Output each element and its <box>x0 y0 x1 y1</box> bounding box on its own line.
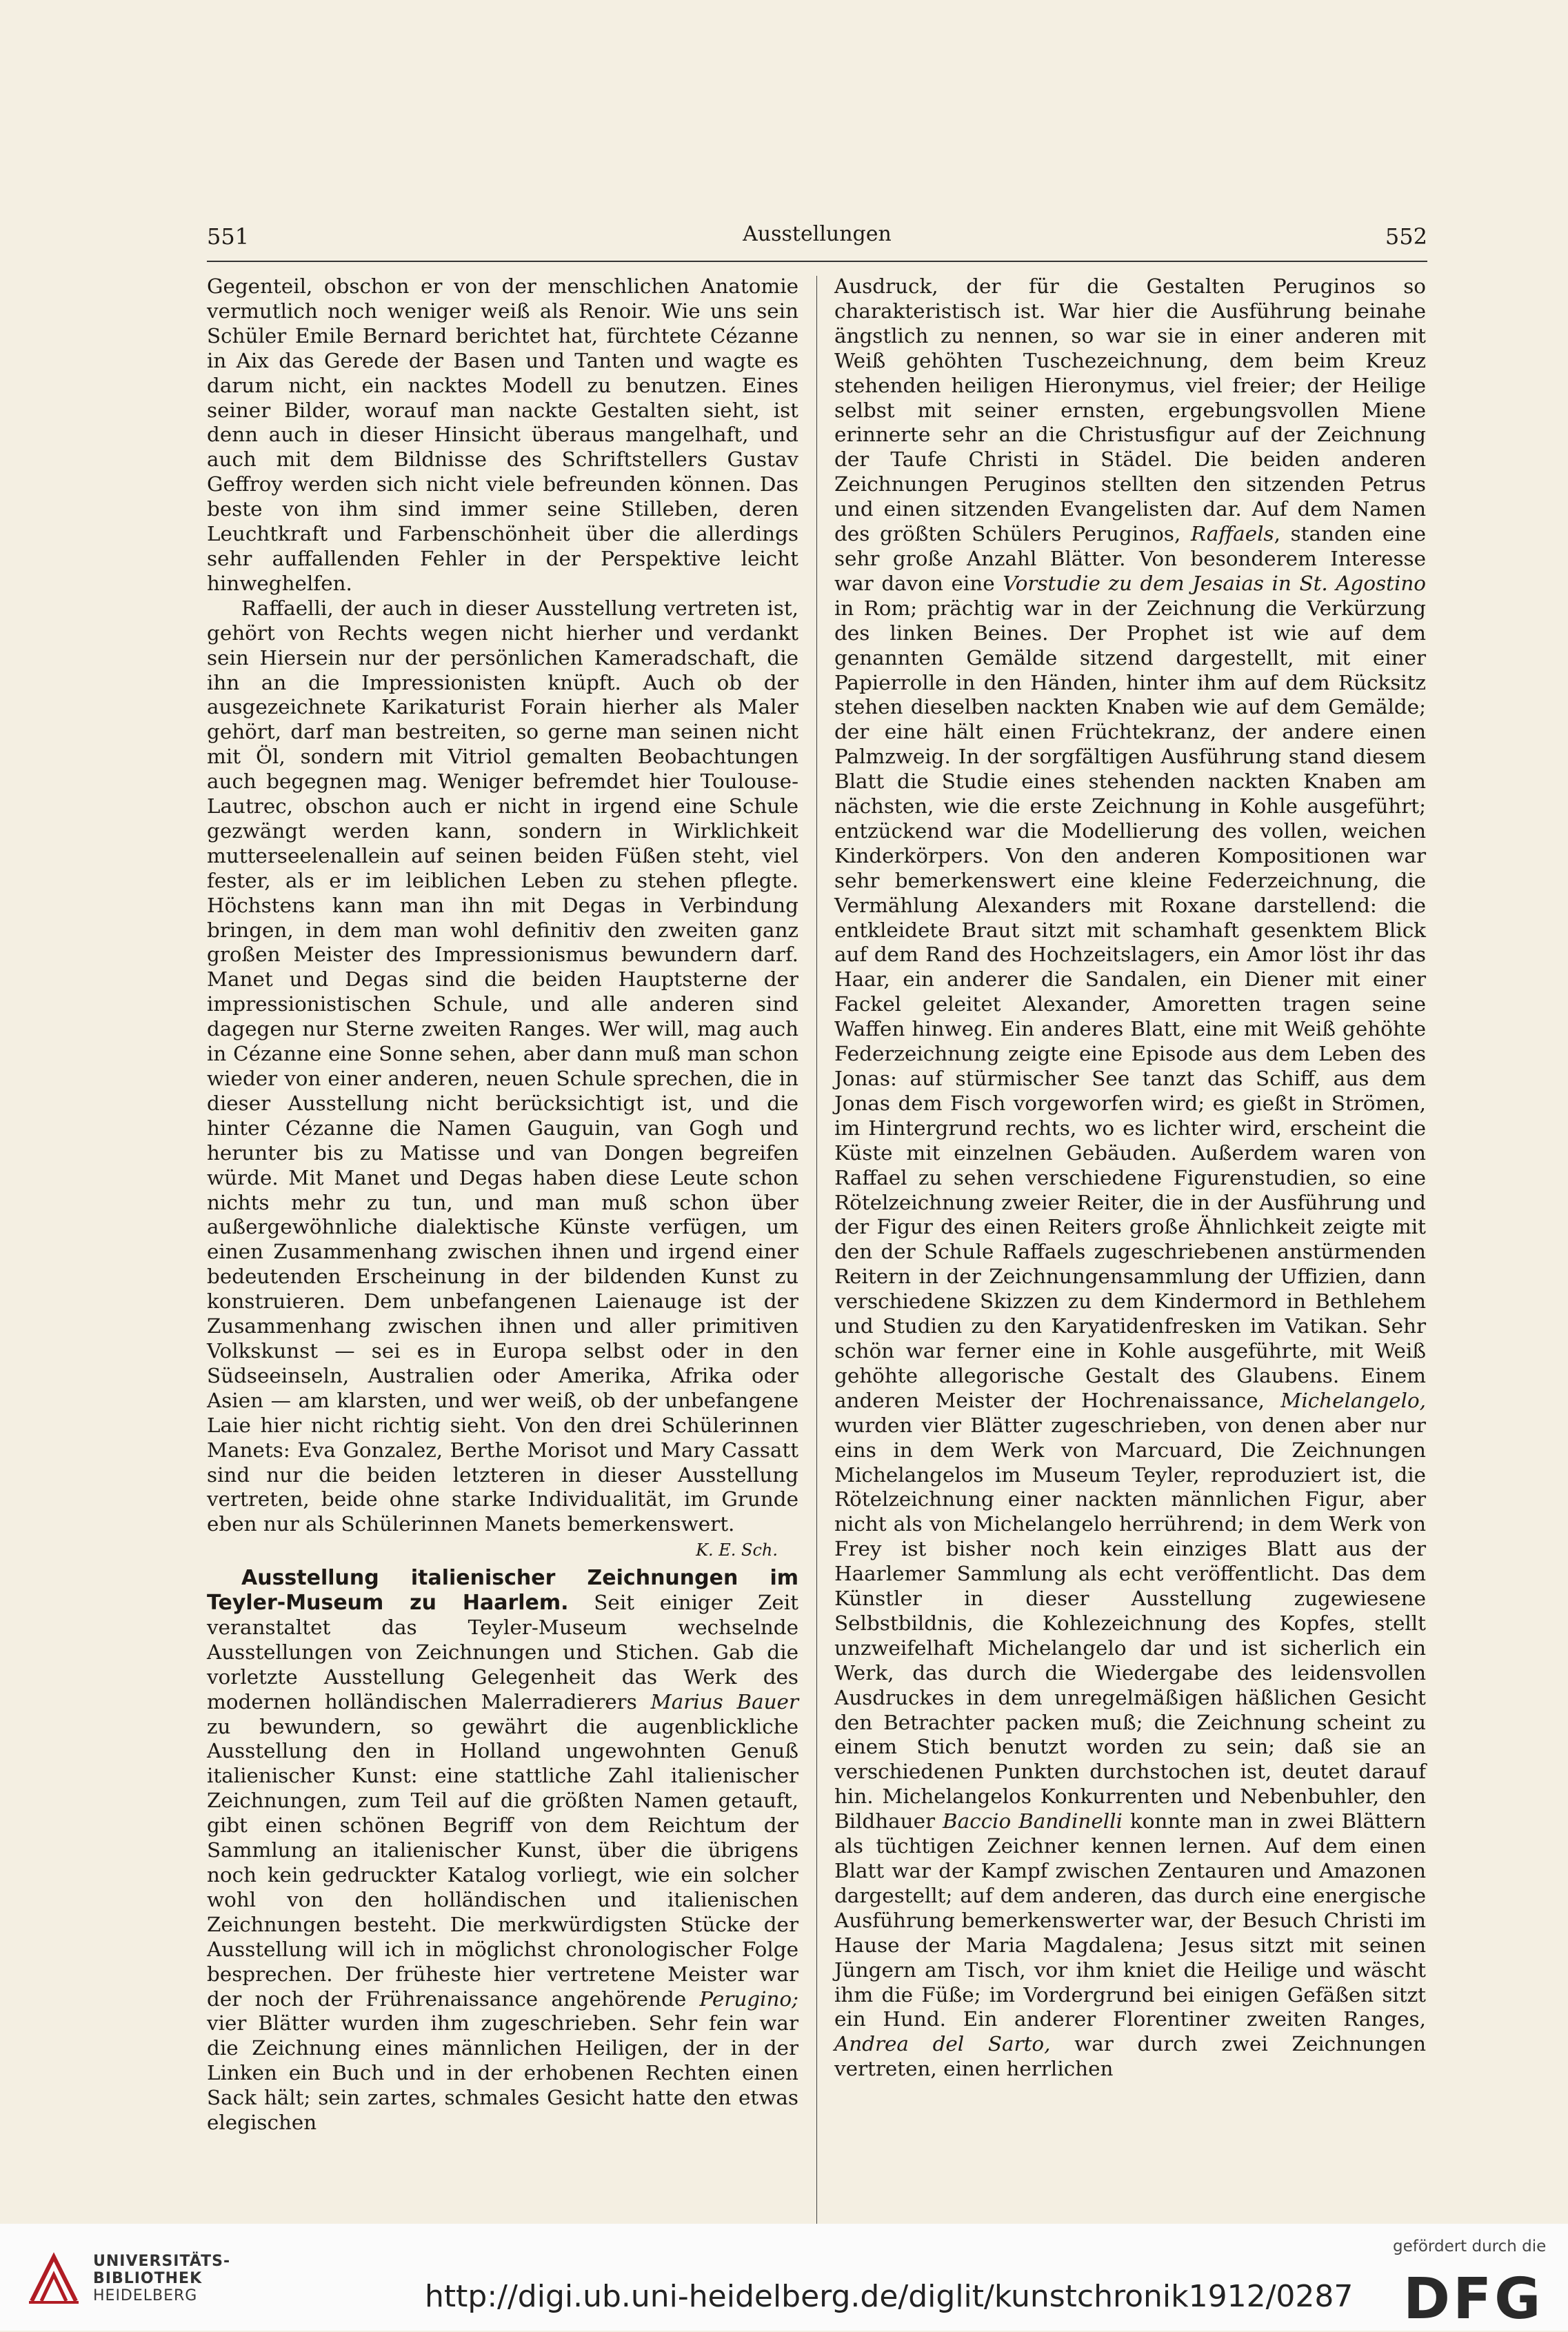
institution-line: HEIDELBERG <box>93 2287 198 2304</box>
text-run: , standen eine sehr große Anzahl Blätter. Von besonderem Interesse war davon eine <box>834 522 1427 595</box>
emphasis: Raffaels <box>1191 522 1274 546</box>
text-run: wurden vier Blätter zugeschrieben, von denen aber nur eins in dem Werk von Marcuard, Die Zeichnungen Michelangelos im Museum Teyler, reproduziert ist, die Rötelzeichnung einer nackten männlichen Figur, aber nicht als von Michelangelo herrührend; in dem Werk von Frey ist bisher noch kein einziges Blatt aus der Haarlemer Sammlung als echt veröffentlicht. Das dem Künstler in dieser Ausstellung zugewiesene Selbstbildnis, die Kohlezeichnung des Kopfes, stellt unzweifelhaft Michelangelo dar und ist sicherlich ein Werk, das durch die Wiedergabe des leidensvollen Ausdruckes in dem unregelmäßigen häßlichen Gesicht den Betrachter packen muß; die Zeichnung scheint zu einem Stich benutzt worden zu sein; daß sie an verschiedenen Punkten durchstochen ist, deutet darauf hin. Michelangelos Konkurrenten und Nebenbuhler, den Bildhauer <box>834 1413 1426 1833</box>
emphasis: Andrea del Sarto, <box>834 2032 1051 2056</box>
page-number-right: 552 <box>1385 223 1427 250</box>
page-number-left: 551 <box>207 223 250 250</box>
page-header <box>207 219 1427 261</box>
institution-line: BIBLIOTHEK <box>93 2270 203 2287</box>
paragraph <box>834 274 1426 2082</box>
institution-name <box>93 2253 230 2304</box>
emphasis: Baccio Bandinelli <box>943 1809 1123 1833</box>
paragraph: Gegenteil, obschon er von der menschlichen Anatomie vermutlich noch weniger weiß als Renoir. Wie uns sein Schüler Emile Bernard berichtet hat, fürchtete Cézanne in Aix das Gerede der Basen und Tanten und wagte es darum nicht, ein nacktes Modell zu benutzen. Eines seiner Bilder, worauf man nackte Gestalten sieht, ist denn auch in dieser Hinsicht überaus mangelhaft, und auch mit dem Bildnisse des Schriftstellers Gustav Geffroy werden sich nicht viele befreunden können. Das beste von ihm sind immer seine Stilleben, deren Leuchtkraft und Farbenschönheit über die allerdings sehr auffallenden Fehler in der Perspektive leicht hinweghelfen. <box>207 274 798 595</box>
university-library-logo-icon <box>26 2251 81 2306</box>
section-heading: Ausstellung italienischer Zeichnungen im Teyler-Museum zu Haarlem. <box>207 1566 798 1616</box>
author-signature: K. E. Sch. <box>696 1540 778 1560</box>
footer-bar <box>0 2224 1568 2331</box>
dfg-logo: DFG <box>1403 2266 1544 2332</box>
text-run: Ausdruck, der für die Gestalten Peruginos so charakteristisch ist. War hier die Ausführung beinahe ängstlich zu nennen, so war sie in einer anderen mit Weiß gehöhten Tuschezeichnung, dem beim Kreuz stehenden heiligen Hieronymus, viel freier; der Heilige selbst mit seiner ernsten, ergebungsvollen Miene erinnerte sehr an die Christusfigur auf der Zeichnung der Taufe Christi in Städel. Die beiden anderen Zeichnungen Peruginos stellten den sitzenden Petrus und einen sitzenden Evangelisten dar. Auf dem Namen des größten Schülers Peruginos, <box>834 274 1426 546</box>
text-run: vier Blätter wurden ihm zugeschrieben. Sehr fein war die Zeichnung eines männlichen Heiligen, der in der Linken ein Buch und in der erhobenen Rechten einen Sack hält; sein zartes, schmales Gesicht hatte den etwas elegischen <box>207 2011 798 2135</box>
text-run: konnte man in zwei Blättern als tüchtigen Zeichner kennen lernen. Auf dem einen Blatt war der Kampf zwischen Zentauren und Amazonen dargestellt; auf dem anderen, das durch eine energische Ausführung bemerkenswerter war, der Besuch Christi im Hause der Maria Magdalena; Jesus sitzt mit seinen Jüngern am Tisch, vor ihm kniet die Heilige und wäscht ihm die Füße; im Vordergrund bei einigen Gefäßen sitzt ein Hund. Ein anderer Florentiner zweiten Ranges, <box>834 1809 1426 2031</box>
left-column <box>207 274 798 2135</box>
right-column <box>834 274 1426 2082</box>
text-run: zu bewundern, so gewährt die augenblickliche Ausstellung den in Holland ungewohnten Genuß italienischer Kunst: eine stattliche Zahl italienischer Zeichnungen, zum Teil auf die größten Namen getauft, gibt einen schönen Begriff von dem Reichtum der Sammlung an italienischer Kunst, über die übrigens noch kein gedruckter Katalog vorliegt, wie ein solcher wohl von den holländischen und italienischen Zeichnungen besteht. Die merkwürdigsten Stücke der Ausstellung will ich in möglichst chronologischer Folge besprechen. Der früheste hier vertretene Meister war der noch der Frührenaissance angehörende <box>207 1714 798 2011</box>
text-run: in Rom; prächtig war in der Zeichnung die Verkürzung des linken Beines. Der Prophet ist wie auf dem genannten Gemälde sitzend dargestellt, mit einer Papierrolle in den Händen, hinter ihm auf dem Rücksitz stehen dieselben nackten Knaben wie auf dem Gemälde; der eine hält einen Früchtekranz, der andere einen Palmzweig. In der sorgfältigen Ausführung stand diesem Blatt die Studie eines stehenden nackten Knaben am nächsten, wie die erste Zeichnung in Kohle ausgeführt; entzückend war die Modellierung des vollen, weichen Kinderkörpers. Von den anderen Kompositionen war sehr bemerkenswert eine kleine Federzeichnung, die Vermählung Alexanders mit Roxane darstellend: die entkleidete Braut sitzt mit schamhaft gesenktem Blick auf dem Rand des Hochzeitslagers, ein Amor löst ihr das Haar, ein anderer die Sandalen, ein Diener mit einer Fackel geleitet Alexander, Amoretten tragen seine Waffen hinweg. Ein anderes Blatt, eine mit Weiß gehöhte Federzeichnung zeigte eine Episode aus dem Leben des Jonas: auf stürmischer See tanzt das Schiff, aus dem Jonas dem Fisch vorgeworfen wird; es gießt in Strömen, im Hintergrund rechts, wo es lichter wird, erscheint die Küste mit einzelnen Gebäuden. Außerdem waren von Raffael zu sehen verschiedene Figurenstudien, so eine Rötelzeichnung zweier Reiter, die in der Ausführung und der Figur des einen Reiters große Ähnlichkeit zeigte mit den der Schule Raffaels zugeschriebenen anstürmenden Reitern in der Zeichnungensammlung der Uffizien, dann verschiedene Skizzen zu dem Kindermord in Bethlehem und Studien zu den Karyatidenfresken im Vatikan. Sehr schön war ferner eine in Kohle ausgeführte, mit Weiß gehöhte allegorische Gestalt des Glaubens. Einem anderen Meister der Hochrenaissance, <box>834 596 1426 1412</box>
funding-note: gefördert durch die <box>1393 2238 1547 2255</box>
institution-line: UNIVERSITÄTS- <box>93 2253 231 2270</box>
emphasis: Michelangelo, <box>1280 1388 1426 1412</box>
header-rule <box>207 261 1427 262</box>
emphasis: Vorstudie zu dem Jesaias in St. Agostino <box>1003 571 1426 595</box>
text-run: Seit einiger Zeit veranstaltet das Teyler-Museum wechselnde Ausstellungen von Zeichnungen und Stichen. Gab die vorletzte Ausstellung Gelegenheit das Werk des modernen holländischen Malerradierers <box>207 1591 798 1713</box>
text-run: war durch zwei Zeichnungen vertreten, einen herrlichen <box>834 2032 1426 2081</box>
source-url-link[interactable]: http://digi.ub.uni-heidelberg.de/diglit/kunstchronik1912/0287 <box>425 2279 1354 2314</box>
running-title: Ausstellungen <box>743 222 892 246</box>
section-paragraph <box>207 1566 798 2135</box>
paragraph: Raffaelli, der auch in dieser Ausstellung vertreten ist, gehört von Rechts wegen nicht hierher und verdankt sein Hiersein nur der persönlichen Kameradschaft, die ihn an die Impressionisten knüpft. Auch ob der ausgezeichnete Karikaturist Forain hierher als Maler gehört, darf man bestreiten, so gerne man seinen nicht mit Öl, sondern mit Vitriol gemalten Beobachtungen auch begegnen mag. Weniger befremdet hier Toulouse-Lautrec, obschon auch er nicht in irgend eine Schule gezwängt werden kann, sondern in Wirklichkeit mutterseelenallein auf seinen beiden Füßen steht, viel fester, als er im leiblichen Leben zu stehen pflegte. Höchstens kann man ihn mit Degas in Verbindung bringen, in dem man wohl definitiv den zweiten ganz großen Meister des Impressionismus bewundern darf. Manet und Degas sind die beiden Hauptsterne der impressionistischen Schule, und alle anderen sind dagegen nur Sterne zweiten Ranges. Wer will, mag auch in Cézanne eine Sonne sehen, aber dann muß man schon wieder von einer anderen, neuen Schule sprechen, die in dieser Ausstellung nicht berücksichtigt ist, und die hinter Cézanne die Namen Gauguin, van Gogh und herunter bis zu Matisse und van Dongen begreifen würde. Mit Manet und Degas haben diese Leute schon nichts mehr zu tun, und man muß schon über außergewöhnliche dialektische Künste verfügen, um einen Zusammenhang zwischen ihnen und irgend einer bedeutenden Erscheinung in der bildenden Kunst zu konstruieren. Dem unbefangenen Laienauge ist der Zusammenhang zwischen ihnen und aller primitiven Volkskunst — sei es in Europa selbst oder in den Südseeinseln, Australien oder Amerika, Afrika oder Asien — am klarsten, und wer weiß, ob der unbefangene Laie hier nicht richtig sieht. Von den drei Schülerinnen Manets: Eva Gonzalez, Berthe Morisot und Mary Cassatt sind nur die beiden letzteren in dieser Ausstellung vertreten, beide ohne starke Individualität, im Grunde eben nur als Schülerinnen Manets bemerkenswert. <box>207 596 798 1536</box>
emphasis: Marius Bauer <box>650 1689 798 1713</box>
column-divider <box>816 276 817 2255</box>
emphasis: Perugino; <box>699 1987 798 2011</box>
